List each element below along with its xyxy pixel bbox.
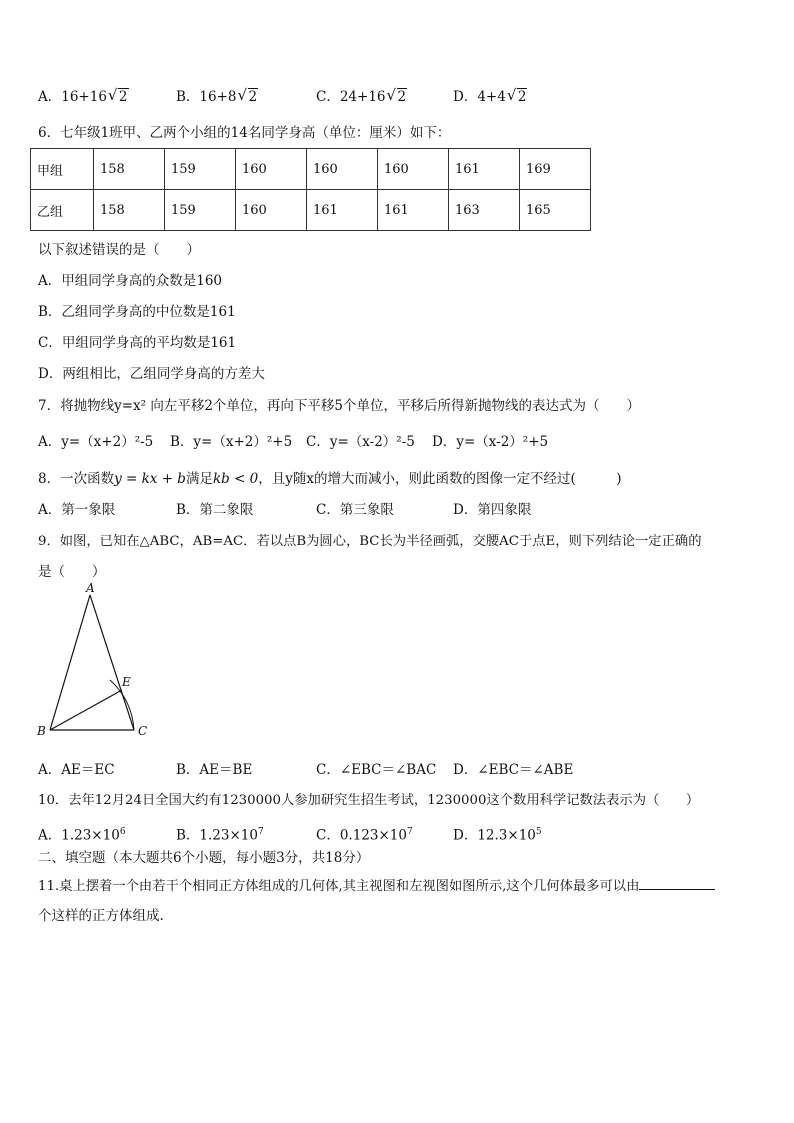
q9-option-a: A．AE＝EC [38,762,115,778]
q5-option-b: B．16+8√ 2 [176,87,258,107]
table-cell-group: 甲组 [31,149,94,190]
q8-option-b: B．第二象限 [176,502,254,518]
table-cell: 161 [378,190,449,231]
q9-stem-line1: 9．如图，已知在△ABC，AB=AC．若以点B为圆心，BC长为半径画弧，交腰AC于点E，则下列结论一定正确的 [38,534,702,549]
q10-option-b: B．$1.23\times 10^7$ [176,827,264,844]
q9-option-d: D．∠EBC＝∠ABE [453,762,574,778]
q6-stem: 6．七年级1班甲、乙两个小组的14名同学身高（单位：厘米）如下： [38,125,451,141]
q11-line2: 个这样的正方体组成. [38,908,164,924]
q9-option-b: B．AE＝BE [176,762,253,778]
table-cell: 169 [520,149,591,190]
table-cell: 159 [165,190,236,231]
q10-option-d: D．$12.3\times 10^5$ [453,827,542,844]
triangle-figure [30,580,170,750]
table-cell: 161 [307,190,378,231]
q8-option-a: A．第一象限 [38,502,116,518]
table-cell: 160 [378,149,449,190]
table-cell-group: 乙组 [31,190,94,231]
table-cell: 158 [94,149,165,190]
q6-option-a: A．甲组同学身高的众数是160 [38,273,223,289]
q8-option-c: C．第三象限 [316,502,394,518]
table-cell: 161 [449,149,520,190]
q7-option-d: D．y=（x-2）²+5 [432,434,549,450]
label-a: A [86,581,95,595]
q9-stem-line2: 是（ ） [38,564,106,580]
q8-option-d: D．第四象限 [453,502,532,518]
table-cell: 158 [94,190,165,231]
answer-blank[interactable] [639,875,715,890]
label-b: B [37,724,46,738]
q6-option-d: D．两组相比，乙组同学身高的方差大 [38,366,265,382]
table-cell: 160 [307,149,378,190]
side-ac [90,595,134,730]
label-c: C [138,724,148,738]
table-cell: 160 [236,190,307,231]
q5-option-c: C．24+16√ 2 [316,87,407,107]
side-ab [50,595,90,730]
q8-formula: y = kx + b [114,471,186,487]
segment-be [50,690,122,730]
q8-condition: kb < 0 [212,471,259,487]
table-row [31,190,591,231]
q7-option-a: A．y=（x+2）²-5 [38,434,154,450]
q5-option-d: D．4+4√ 2 [453,87,527,107]
q5-option-a: A．16+16√ 2 [38,87,129,107]
q10-stem: 10．去年12月24日全国大约有1230000人参加研究生招生考试，1230000这个数用科学记数法表示为（ ） [38,793,700,808]
q8-stem-mid: 满足 [185,471,213,487]
table-cell: 165 [520,190,591,231]
section-heading: 二、填空题（本大题共6个小题，每小题3分，共18分） [38,850,370,866]
q6-option-c: C．甲组同学身高的平均数是161 [38,335,237,351]
table-cell: 159 [165,149,236,190]
q10-option-c: C．$0.123\times 10^7$ [316,827,413,844]
q7-option-b: B．y=（x+2）²+5 [170,434,293,450]
q9-option-c: C．∠EBC＝∠BAC [316,762,437,778]
q11-text: 11.桌上摆着一个由若干个相同正方体组成的几何体,其主视图和左视图如图所示,这个几何体最多可以由 [38,879,640,894]
q11-line1 [38,875,715,897]
q8-stem-pre: 8．一次函数 [38,471,115,487]
table-cell: 163 [449,190,520,231]
table-row [31,149,591,190]
q7-stem: 7．将抛物线y=x² 向左平移2个单位，再向下平移5个单位，平移后所得新抛物线的表达式为（ ） [38,398,641,414]
q7-option-c: C．y=（x-2）²-5 [306,434,415,450]
label-e: E [122,675,131,689]
q6-height-table [30,148,591,231]
q8-stem [38,469,622,489]
table-cell: 160 [236,149,307,190]
q6-prompt: 以下叙述错误的是（ ） [38,242,200,258]
q10-option-a: A．$1.23\times 10^6$ [38,827,126,844]
q6-option-b: B．乙组同学身高的中位数是161 [38,304,236,320]
q8-stem-post: ，且y随x的增大而减小，则此函数的图像一定不经过( ) [258,471,622,487]
